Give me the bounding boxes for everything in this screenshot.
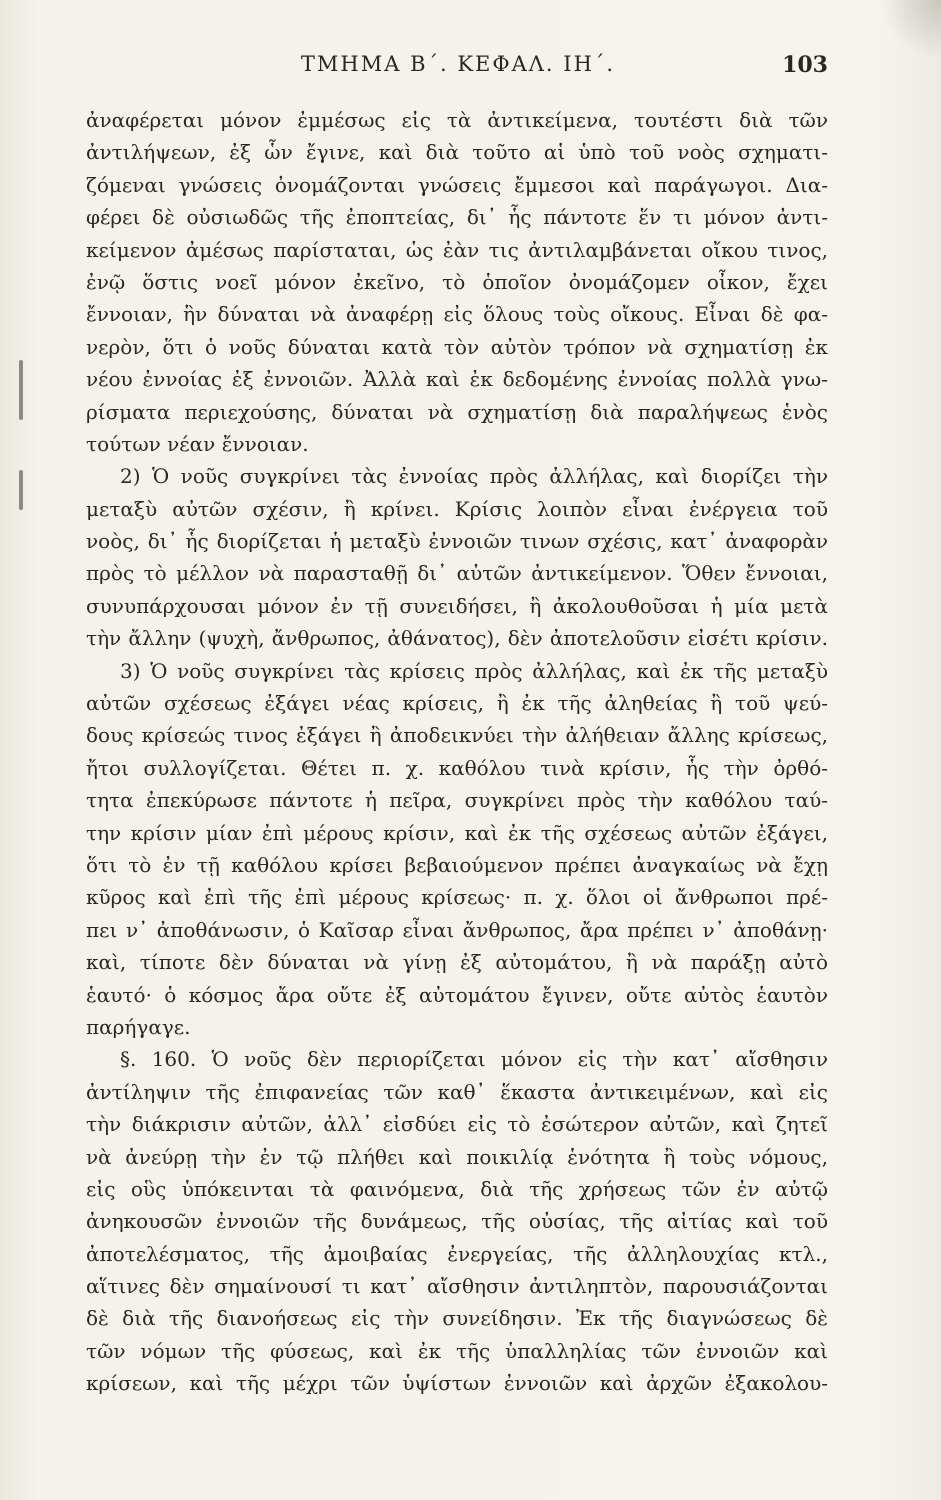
text-line: ἐνῷ ὅστις νοεῖ μόνον ἐκεῖνο, τὸ ὁποῖον ὀνομάζομεν οἶκον, ἔχει	[86, 269, 828, 294]
text-line: νέου ἐννοίας ἐξ ἐννοιῶν. Ἀλλὰ καὶ ἐκ δεδομένης ἐννοίας πολλὰ γνω-	[86, 367, 828, 392]
text-line: νοὸς, δι᾽ ἧς διορίζεται ἡ μεταξὺ ἐννοιῶν τινων σχέσις, κατ᾽ ἀναφορὰν	[86, 529, 828, 554]
text-line: κρίσεων, καὶ τῆς μέχρι τῶν ὑψίστων ἐννοιῶν καὶ ἀρχῶν ἐξακολου-	[86, 1371, 828, 1396]
text-line: δὲ διὰ τῆς διανοήσεως εἰς τὴν συνείδησιν. Ἐκ τῆς διαγνώσεως δὲ	[86, 1306, 828, 1331]
text-line: ἑαυτό· ὁ κόσμος ἄρα οὔτε ἐξ αὐτομάτου ἔγινεν, οὔτε αὐτὸς ἑαυτὸν	[86, 982, 828, 1007]
text-line: ἀνηκουσῶν ἐννοιῶν τῆς δυνάμεως, τῆς οὐσίας, τῆς αἰτίας καὶ τοῦ	[86, 1209, 828, 1234]
text-line: νερὸν, ὅτι ὁ νοῦς δύναται κατὰ τὸν αὐτὸν τρόπον νὰ σχηματίσῃ ἐκ	[86, 334, 828, 359]
text-line: νὰ ἀνεύρῃ τὴν ἐν τῷ πλήθει καὶ ποικιλίᾳ ἑνότητα ἢ τοὺς νόμους,	[86, 1144, 828, 1169]
text-line: ἀντιλήψεων, ἐξ ὧν ἔγινε, καὶ διὰ τοῦτο αἱ ὑπὸ τοῦ νοὸς σχηματι-	[86, 140, 828, 165]
section-start-line: §. 160. Ὁ νοῦς δὲν περιορίζεται μόνον εἰς τὴν κατ᾽ αἴσθησιν	[120, 1047, 828, 1072]
text-line: ἤτοι συλλογίζεται. Θέτει π. χ. καθόλου τινὰ κρίσιν, ἧς τὴν ὀρθό-	[86, 755, 828, 780]
text-line: φέρει δὲ οὐσιωδῶς τῆς ἐποπτείας, δι᾽ ἧς πάντοτε ἕν τι μόνον ἀντι-	[86, 205, 828, 230]
text-line: τητα ἐπεκύρωσε πάντοτε ἡ πεῖρα, συγκρίνει πρὸς τὴν καθόλου ταύ-	[86, 788, 828, 813]
text-line: ἀναφέρεται μόνον ἐμμέσως εἰς τὰ ἀντικείμενα, τουτέστι διὰ τῶν	[86, 108, 828, 132]
text-line: τῶν νόμων τῆς φύσεως, καὶ ἐκ τῆς ὑπαλληλίας τῶν ἐννοιῶν καὶ	[86, 1338, 828, 1363]
text-line: αἵτινες δὲν σημαίνουσί τι κατ᾽ αἴσθησιν ἀντιληπτὸν, παρουσιάζονται	[86, 1274, 828, 1299]
text-line: καὶ, τίποτε δὲν δύναται νὰ γίνῃ ἐξ αὐτομάτου, ἢ νὰ παράξῃ αὐτὸ	[86, 950, 828, 975]
text-line: πρὸς τὸ μέλλον νὰ παρασταθῇ δι᾽ αὐτῶν ἀντικείμενον. Ὅθεν ἔννοιαι,	[86, 561, 828, 586]
text-line: εἰς οὓς ὑπόκεινται τὰ φαινόμενα, διὰ τῆς χρήσεως τῶν ἐν αὐτῷ	[86, 1176, 828, 1201]
text-line: ὅτι τὸ ἐν τῇ καθόλου κρίσει βεβαιούμενον πρέπει ἀναγκαίως νὰ ἔχῃ	[86, 852, 828, 877]
text-line: κῦρος καὶ ἐπὶ τῆς ἐπὶ μέρους κρίσεως· π. χ. ὅλοι οἱ ἄνθρωποι πρέ-	[86, 885, 828, 910]
text-line: τούτων νέαν ἔννοιαν.	[86, 431, 309, 456]
text-line: τὴν διάκρισιν αὐτῶν, ἀλλ᾽ εἰσδύει εἰς τὸ ἐσώτερον αὐτῶν, καὶ ζητεῖ	[86, 1112, 828, 1137]
text-line: ἔννοιαν, ἣν δύναται νὰ ἀναφέρῃ εἰς ὅλους τοὺς οἴκους. Εἶναι δὲ φα-	[86, 302, 828, 327]
paragraph-start-line: 2) Ὁ νοῦς συγκρίνει τὰς ἐννοίας πρὸς ἀλλήλας, καὶ διορίζει τὴν	[120, 464, 828, 489]
running-head: ΤΜΗΜΑ Β΄. ΚΕΦΑΛ. ΙΗ΄.	[300, 52, 616, 76]
text-line: παρήγαγε.	[86, 1014, 191, 1039]
text-line: πει ν᾽ ἀποθάνωσιν, ὁ Καῖσαρ εἶναι ἄνθρωπος, ἄρα πρέπει ν᾽ ἀποθάνῃ·	[86, 917, 828, 942]
text-line: συνυπάρχουσαι μόνον ἐν τῇ συνειδήσει, ἢ ἀκολουθοῦσαι ἡ μία μετὰ	[86, 593, 828, 618]
page-number: 103	[782, 52, 828, 78]
text-line: δους κρίσεώς τινος ἐξάγει ἢ ἀποδεικνύει τὴν ἀλήθειαν ἄλλης κρίσεως,	[86, 723, 828, 748]
text-line: μεταξὺ αὐτῶν σχέσιν, ἢ κρίνει. Κρίσις λοιπὸν εἶναι ἐνέργεια τοῦ	[86, 496, 828, 521]
margin-mark	[19, 360, 23, 420]
text-line: ἀντίληψιν τῆς ἐπιφανείας τῶν καθ᾽ ἕκαστα ἀντικειμένων, καὶ εἰς	[86, 1079, 828, 1104]
paragraph-start-line: 3) Ὁ νοῦς συγκρίνει τὰς κρίσεις πρὸς ἀλλήλας, καὶ ἐκ τῆς μεταξὺ	[120, 658, 828, 683]
text-line: ζόμεναι γνώσεις ὀνομάζονται γνώσεις ἔμμεσοι καὶ παράγωγοι. Δια-	[86, 172, 828, 197]
page-corner-shadow	[881, 0, 941, 60]
body-text	[86, 104, 828, 1400]
text-line: την κρίσιν μίαν ἐπὶ μέρους κρίσιν, καὶ ἐκ τῆς σχέσεως αὐτῶν ἐξάγει,	[86, 820, 828, 845]
text-line: τὴν ἄλλην (ψυχὴ, ἄνθρωπος, ἀθάνατος), δὲν ἀποτελοῦσιν εἰσέτι κρίσιν.	[86, 626, 828, 651]
text-line: ρίσματα περιεχούσης, δύναται νὰ σχηματίσῃ διὰ παραλήψεως ἑνὸς	[86, 399, 828, 424]
margin-mark	[19, 470, 23, 510]
text-line: αὐτῶν σχέσεως ἐξάγει νέας κρίσεις, ἢ ἐκ τῆς ἀληθείας ἢ τοῦ ψεύ-	[86, 691, 828, 716]
page-header	[88, 52, 828, 86]
text-line: κείμενον ἀμέσως παρίσταται, ὡς ἐὰν τις ἀντιλαμβάνεται οἴκου τινος,	[86, 237, 828, 262]
text-line: ἀποτελέσματος, τῆς ἀμοιβαίας ἐνεργείας, τῆς ἀλληλουχίας κτλ.,	[86, 1241, 828, 1266]
